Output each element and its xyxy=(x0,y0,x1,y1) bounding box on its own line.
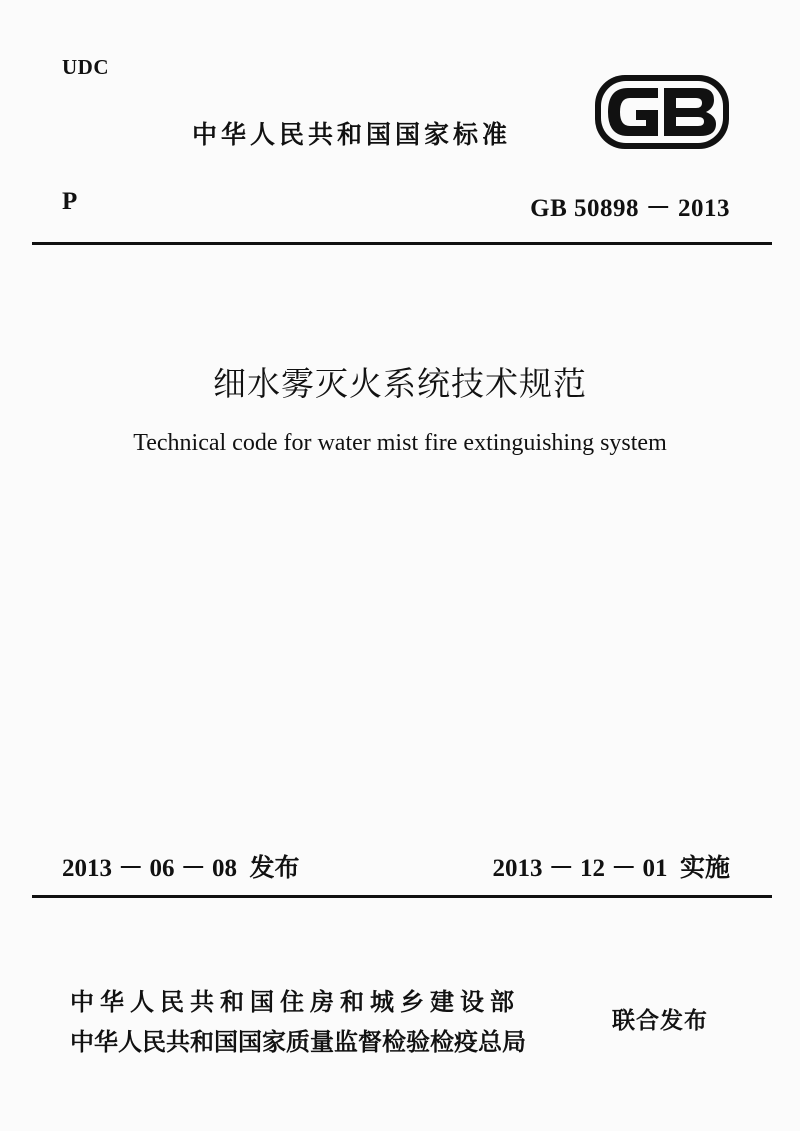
publisher-1: 中华人民共和国住房和城乡建设部 xyxy=(70,988,520,1016)
top-divider xyxy=(32,242,772,245)
bottom-divider xyxy=(32,895,772,898)
implementation-date: 2013 － 12 － 01 xyxy=(492,855,668,882)
title-chinese: 细水雾灭火系统技术规范 xyxy=(213,364,587,403)
issue-date-line xyxy=(62,848,300,884)
standard-number: GB 50898 － 2013 xyxy=(530,195,730,222)
publisher-2: 中华人民共和国国家质量监督检验检疫总局 xyxy=(70,1028,526,1056)
gb-logo xyxy=(592,72,732,152)
udc-label: UDC xyxy=(62,55,109,79)
title-english: Technical code for water mist fire extinguishing system xyxy=(133,430,667,456)
issue-date: 2013 － 06 － 08 xyxy=(62,855,238,882)
implementation-label: 实施 xyxy=(679,853,730,882)
issue-label: 发布 xyxy=(249,853,300,882)
standard-type-heading: 中华人民共和国国家标准 xyxy=(192,120,512,149)
category-code: P xyxy=(62,188,78,215)
implementation-date-line xyxy=(492,848,730,884)
joint-publish-label: 联合发布 xyxy=(612,1008,708,1034)
